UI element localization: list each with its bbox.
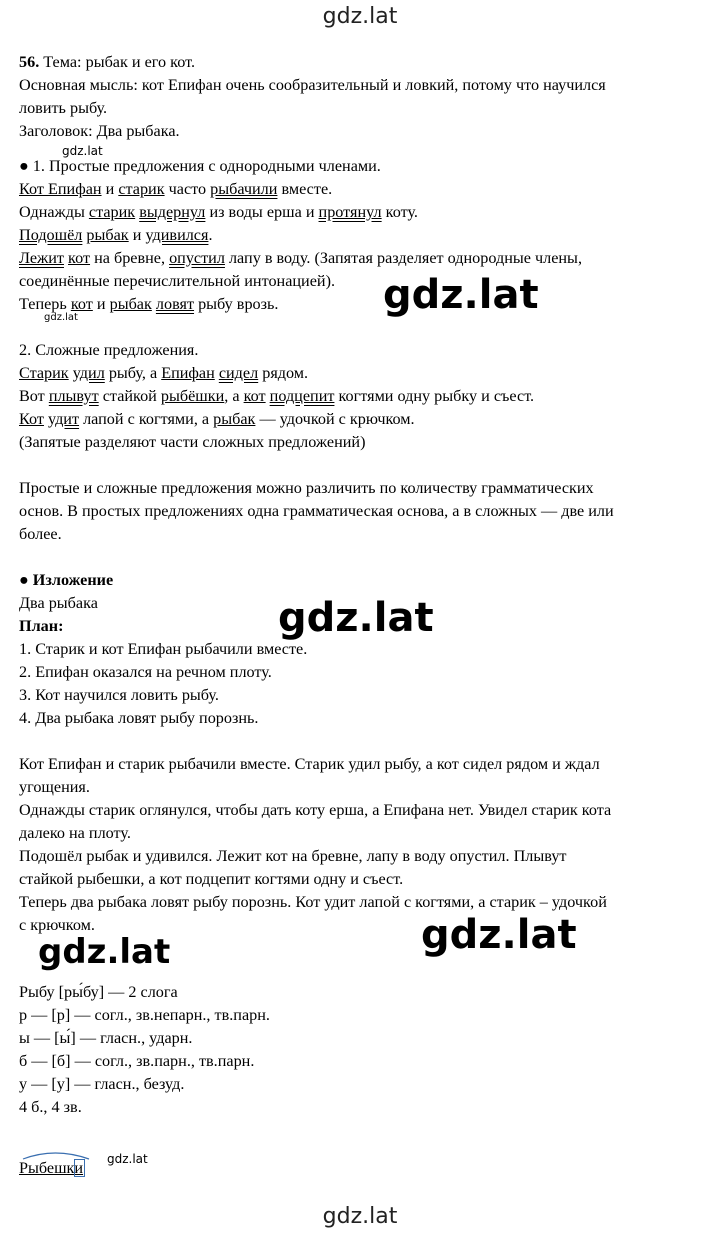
story-line: далеко на плоту.	[19, 824, 131, 842]
root-arc-icon	[19, 1149, 99, 1161]
text: коту.	[381, 203, 418, 221]
watermark: gdz.lat	[44, 312, 78, 323]
watermark: gdz.lat	[278, 595, 434, 641]
subject: Старик	[19, 364, 69, 382]
subject: старик	[88, 203, 136, 221]
text: , а	[224, 387, 244, 405]
site-header[interactable]: gdz.lat	[322, 4, 398, 29]
s2-row3	[19, 409, 415, 429]
predicate: выдернул	[139, 203, 206, 221]
text: и	[101, 180, 119, 198]
subject: рыбак	[213, 410, 256, 428]
phon-line: р — [р] — согл., зв.непарн., тв.парн.	[19, 1006, 270, 1024]
predicate: удивился	[145, 226, 209, 244]
predicate: Подошёл	[19, 226, 83, 244]
text: Однажды	[19, 203, 89, 221]
predicate: удил	[72, 364, 105, 382]
s1-row4	[19, 248, 582, 268]
predicate: протянул	[318, 203, 382, 221]
story-line: угощения.	[19, 778, 90, 796]
s2-row1	[19, 363, 308, 383]
ending-box-icon	[74, 1159, 85, 1177]
plan-label-text: План:	[19, 617, 64, 635]
subject: рыбак	[109, 295, 152, 313]
plan-item: 1. Старик и кот Епифан рыбачили вместе.	[19, 640, 308, 658]
predicate: подцепит	[269, 387, 335, 405]
text: лапой с когтями, а	[79, 410, 214, 428]
text: из воды ерша и	[205, 203, 319, 221]
story-line: с крючком.	[19, 916, 95, 934]
conclusion-line2: основ. В простых предложениях одна грамматическая основа, а в сложных — две или	[19, 502, 614, 520]
text: на бревне,	[90, 249, 170, 267]
s1-row5: соединённые перечислительной интонацией).	[19, 272, 336, 290]
story-line: Однажды старик оглянулся, чтобы дать коту ерша, а Епифана нет. Увидел старик кота	[19, 801, 612, 819]
text: рыбу, а	[104, 364, 162, 382]
s1-heading	[19, 156, 381, 176]
conclusion-line3: более.	[19, 525, 62, 543]
text: — удочкой с крючком.	[255, 410, 415, 428]
text: стайкой	[98, 387, 161, 405]
phon-line: Рыбу [ры́бу] — 2 слога	[19, 983, 178, 1001]
plan-item: 4. Два рыбака ловят рыбу порознь.	[19, 709, 259, 727]
watermark: gdz.lat	[107, 1152, 148, 1166]
bullet-icon: ●	[19, 571, 29, 589]
predicate: плывут	[48, 387, 99, 405]
text: часто	[164, 180, 211, 198]
phon-line: у — [у] — гласн., безуд.	[19, 1075, 185, 1093]
story-line: Теперь два рыбака ловят рыбу порознь. Кот удит лапой с когтями, а старик – удочкой	[19, 893, 607, 911]
subject: Кот	[19, 410, 44, 428]
text: рыбу врозь.	[194, 295, 279, 313]
predicate: рыбачили	[210, 180, 278, 198]
watermark: gdz.lat	[38, 932, 171, 972]
subject: кот	[70, 295, 93, 313]
izl-heading	[19, 570, 113, 590]
s1-row6	[19, 294, 278, 314]
text: .	[208, 226, 213, 244]
plan-item: 2. Епифан оказался на речном плоту.	[19, 663, 272, 681]
text: Теперь	[19, 295, 71, 313]
s1-row2	[19, 202, 418, 222]
s2-heading: 2. Сложные предложения.	[19, 341, 199, 359]
task-line	[19, 52, 195, 72]
subject: кот	[68, 249, 91, 267]
plan-item: 3. Кот научился ловить рыбу.	[19, 686, 219, 704]
main-idea-cont: ловить рыбу.	[19, 99, 108, 117]
conclusion-line1: Простые и сложные предложения можно различить по количеству грамматических	[19, 479, 594, 497]
izl-heading-text: Изложение	[32, 571, 114, 589]
phon-line: ы — [ы́] — гласн., ударн.	[19, 1029, 193, 1047]
predicate: сидел	[218, 364, 259, 382]
topic-text: Тема: рыбак и его кот.	[43, 53, 195, 71]
phon-line: б — [б] — согл., зв.парн., тв.парн.	[19, 1052, 255, 1070]
s1-heading-text: 1. Простые предложения с однородными членами.	[32, 157, 381, 175]
story-line: Кот Епифан и старик рыбачили вместе. Старик удил рыбу, а кот сидел рядом и ждал	[19, 755, 600, 773]
watermark: gdz.lat	[383, 272, 539, 318]
task-number: 56.	[19, 53, 40, 71]
phon-line: 4 б., 4 зв.	[19, 1098, 82, 1116]
text: Вот	[19, 387, 49, 405]
text: лапу в воду. (Запятая разделяет однородные члены,	[224, 249, 582, 267]
morph-word	[19, 1158, 83, 1178]
site-footer[interactable]: gdz.lat	[322, 1204, 398, 1229]
watermark: gdz.lat	[62, 144, 103, 158]
predicate: ловят	[155, 295, 195, 313]
s1-row1	[19, 179, 332, 199]
subject: рыбак	[86, 226, 129, 244]
text: вместе.	[277, 180, 333, 198]
subject: рыбёшки	[160, 387, 225, 405]
morph-word-text: Рыбешки	[19, 1159, 84, 1177]
main-idea-line: Основная мысль: кот Епифан очень сообразительный и ловкий, потому что научился	[19, 76, 606, 94]
title-line: Заголовок: Два рыбака.	[19, 122, 180, 140]
plan-label	[19, 616, 63, 636]
predicate: опустил	[169, 249, 225, 267]
predicate: Лежит	[19, 249, 64, 267]
text: и	[128, 226, 146, 244]
story-line: Подошёл рыбак и удивился. Лежит кот на бревне, лапу в воду опустил. Плывут	[19, 847, 567, 865]
subject: Епифан	[161, 364, 215, 382]
subject: кот	[243, 387, 266, 405]
s2-row2	[19, 386, 534, 406]
watermark: gdz.lat	[421, 912, 577, 958]
subject: старик	[118, 180, 165, 198]
predicate: удит	[48, 410, 80, 428]
text: рядом.	[258, 364, 309, 382]
text: когтями одну рыбку и съест.	[334, 387, 535, 405]
text: и	[92, 295, 110, 313]
subject: Кот Епифан	[19, 180, 102, 198]
bullet-icon: ●	[19, 157, 29, 175]
s1-row3	[19, 225, 213, 245]
izl-title: Два рыбака	[19, 594, 98, 612]
s2-row4: (Запятые разделяют части сложных предложений)	[19, 433, 366, 451]
story-line: стайкой рыбешки, а кот подцепит когтями одну и съест.	[19, 870, 404, 888]
